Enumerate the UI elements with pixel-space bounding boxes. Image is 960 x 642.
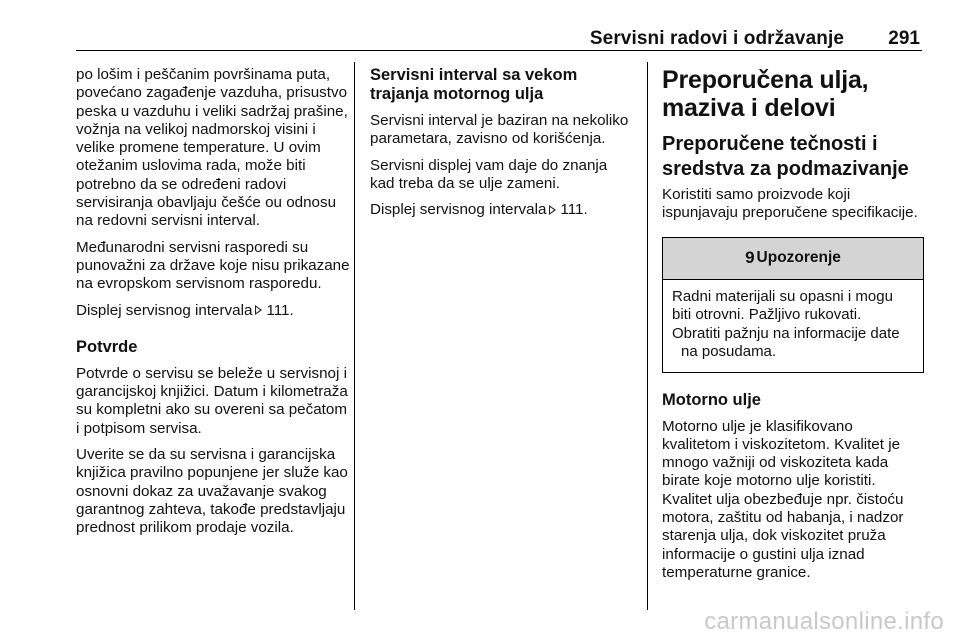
warning-body (663, 280, 923, 372)
page-ref-arrow-icon-2 (549, 205, 556, 215)
page-ref-link[interactable]: 111. (266, 301, 294, 319)
page-header (76, 28, 922, 51)
warning-icon: 9 (745, 248, 755, 268)
paragraph-conditions: po lošim i peščanim površinama puta, povećano zagađenje vazduha, prisustvo peska u vazduhu i veliki sadržaj prašine, vožnja na velikoj nadmorskoj visini i velike promene temperature. U ovim otežanim uslovima rada, može biti potrebno da se određeni radovi servisiranja obavljaju češće ou odnosu na redovni servisni interval. (76, 66, 348, 230)
warning-title: Upozorenje (756, 249, 841, 267)
warning-text-2: Obratiti pažnju na informacije date na posudama. (672, 324, 900, 361)
paragraph-international: Međunarodni servisni rasporedi su punovažni za države koje nisu prikazane na evropskom servisnom rasporedu. (76, 238, 350, 293)
column-left (76, 66, 352, 538)
warning-text-1: Radni materijali su opasni i mogu biti otrovni. Pažljivo rukovati. (672, 287, 893, 324)
paragraph-booklet: Uverite se da su servisna i garancijska knjižica pravilno popunjene jer služe kao osnovni dokaz za uvažavanje svakog garantnog zahteva, takođe predstavljaju prednost prilikom prodaje vozila. (76, 446, 348, 537)
column-divider-left (354, 62, 355, 610)
page-number: 291 (888, 28, 920, 49)
column-right (662, 66, 924, 582)
paragraph-confirmations: Potvrde o servisu se beleže u servisnoj i garancijskoj knjižici. Datum i kilometraža su kompletni ako su overeni sa pečatom i potpisom servisa. (76, 364, 348, 437)
paragraph-interval-based: Servisni interval je baziran na nekoliko parametara, zavisno od korišćenja. (370, 112, 629, 148)
paragraph-motor-oil: Motorno ulje je klasifikovano kvalitetom i viskozitetom. Kvalitet je mnogo važniji od viskoziteta kada birate koje motorno ulje koristiti. Kvalitet ulja obezbeđuje npr. čistoću motora, zaštitu od habanja, i nadzor starenja ulja, dok viskozitet pruža informacije o gustini ulja iznad temperaturne granice. (662, 417, 904, 581)
heading-potvrde: Potvrde (76, 337, 138, 356)
page-ref-arrow-icon (255, 305, 262, 315)
warning-box (662, 237, 924, 373)
heading-recommended-oils: Preporučena ulja, maziva i delovi (662, 66, 869, 122)
page-ref-link-2[interactable]: 111. (560, 201, 588, 219)
paragraph-service-display: Servisni displej vam daje do znanja kad treba da se ulje zameni. (370, 156, 608, 192)
heading-motor-oil: Motorno ulje (662, 390, 761, 409)
warning-header (663, 238, 923, 280)
column-middle (370, 66, 632, 219)
paragraph-use-products: Koristiti samo proizvode koji ispunjavaju preporučene specifikacije. (662, 186, 918, 222)
display-ref-text-2: Displej servisnog intervala (370, 201, 547, 219)
heading-service-interval: Servisni interval sa vekom trajanja motornog ulja (370, 66, 578, 103)
watermark: carmanualsonline.info (704, 608, 944, 635)
column-divider-right (647, 62, 648, 610)
display-ref-text: Displej servisnog intervala (76, 301, 253, 319)
heading-recommended-fluids: Preporučene tečnosti i sredstva za podmazivanje (662, 133, 909, 180)
page-header-title: Servisni radovi i održavanje (589, 28, 844, 49)
paragraph-display-ref-2 (370, 201, 632, 219)
paragraph-display-ref (76, 302, 352, 320)
